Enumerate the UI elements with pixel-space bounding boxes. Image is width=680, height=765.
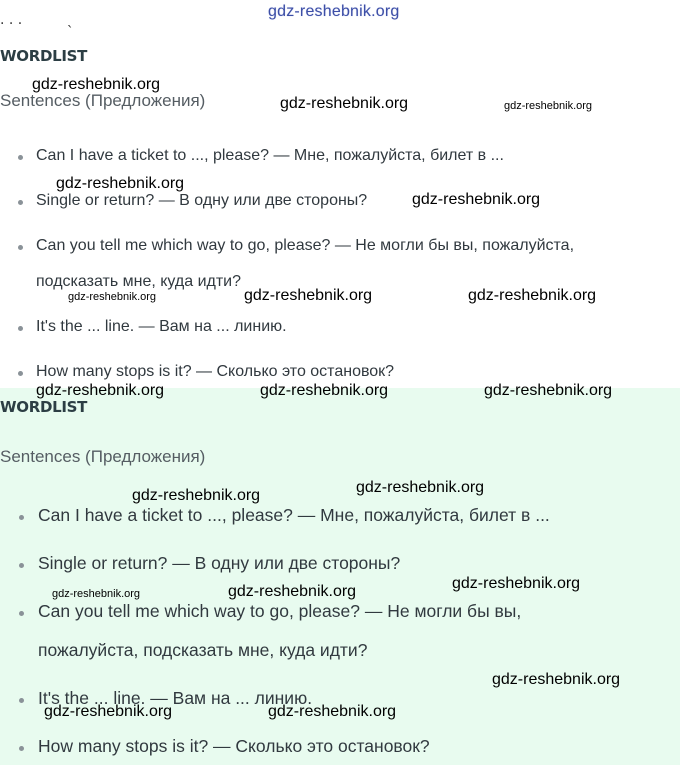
list-item: Can you tell me which way to go, please? — Не могли бы вы, пожалуйста, [36,237,575,254]
bullet-icon [19,515,24,520]
list-item: Can I have a ticket to ..., please? — Мне, пожалуйста, билет в ... [36,147,504,164]
site-watermark: gdz-reshebnik.org [36,382,165,399]
wordlist-heading: WORDLIST [0,398,88,416]
site-watermark: gdz-reshebnik.org [68,291,157,303]
list-item: Can you tell me which way to go, please? — Не могли бы вы, [38,601,522,621]
site-watermark: gdz-reshebnik.org [32,76,161,93]
site-watermark: gdz-reshebnik.org [228,583,357,600]
sentences-subheading: Sentences (Предложения) [0,447,206,466]
site-watermark: gdz-reshebnik.org [280,95,409,112]
list-item: Single or return? — В одну или две стороны? [36,192,368,209]
site-watermark: gdz-reshebnik.org [260,382,389,399]
list-item: Can I have a ticket to ..., please? — Мне, пожалуйста, билет в ... [38,505,550,525]
site-watermark: gdz-reshebnik.org [56,175,185,192]
list-item: It's the ... line. — Вам на ... линию. [38,688,313,708]
site-watermark: gdz-reshebnik.org [52,588,141,600]
bullet-icon [19,746,24,751]
bullet-icon [19,611,24,616]
list-item: It's the ... line. — Вам на ... линию. [36,318,287,335]
site-watermark: gdz-reshebnik.org [504,100,593,112]
site-watermark: gdz-reshebnik.org [268,3,400,20]
site-watermark: gdz-reshebnik.org [452,575,581,592]
list-item-continuation: подсказать мне, куда идти? [36,273,241,290]
list-item: Single or return? — В одну или две стороны? [38,553,401,573]
bullet-icon [18,371,23,376]
bullet-icon [18,326,23,331]
site-watermark: gdz-reshebnik.org [244,287,373,304]
bullet-icon [19,563,24,568]
site-watermark: gdz-reshebnik.org [412,191,541,208]
site-watermark: gdz-reshebnik.org [356,479,485,496]
site-watermark: gdz-reshebnik.org [492,671,621,688]
bullet-icon [18,200,23,205]
site-watermark: gdz-reshebnik.org [268,703,397,720]
bullet-icon [18,245,23,250]
list-item-continuation: пожалуйста, подсказать мне, куда идти? [38,640,368,660]
bullet-icon [19,698,24,703]
cropped-text-fragment: . . . ˎ [0,20,74,28]
site-watermark: gdz-reshebnik.org [468,287,597,304]
site-watermark: gdz-reshebnik.org [484,382,613,399]
wordlist-heading: WORDLIST [0,47,88,65]
bullet-icon [18,155,23,160]
site-watermark: gdz-reshebnik.org [44,703,173,720]
site-watermark: gdz-reshebnik.org [132,487,261,504]
list-item: How many stops is it? — Сколько это остановок? [38,736,430,756]
sentences-subheading: Sentences (Предложения) [0,91,206,110]
list-item: How many stops is it? — Сколько это остановок? [36,363,395,380]
